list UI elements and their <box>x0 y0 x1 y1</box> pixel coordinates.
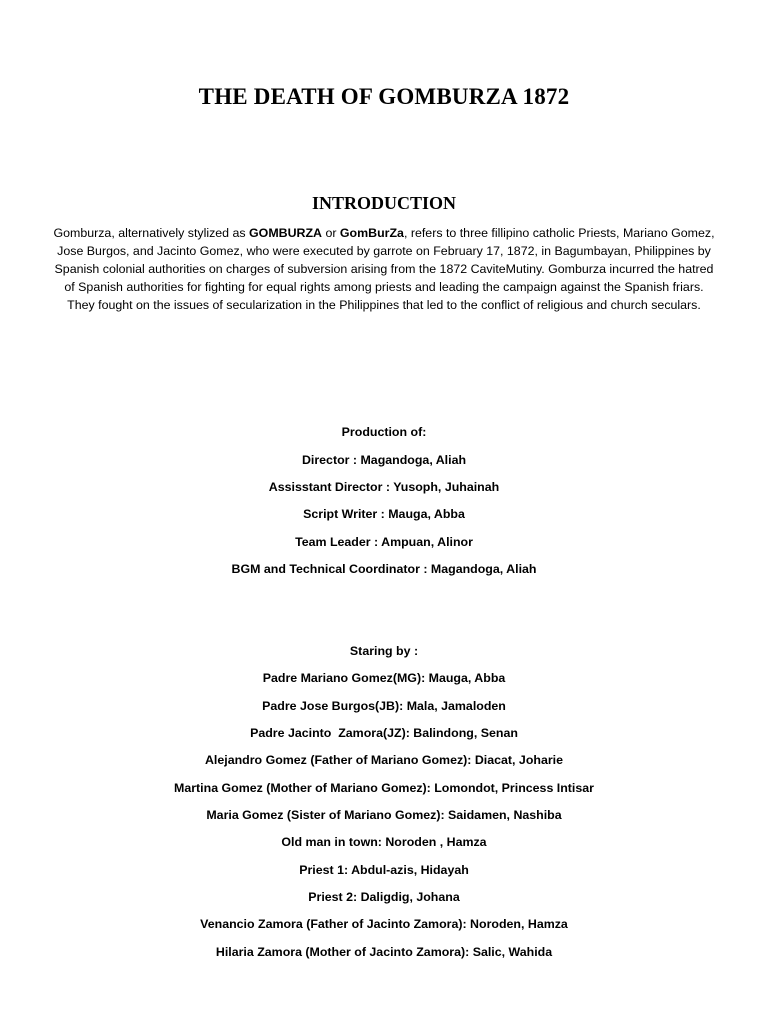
introduction-paragraph <box>50 224 718 314</box>
cast-line: Hilaria Zamora (Mother of Jacinto Zamora): Salic, Wahida <box>215 945 553 959</box>
introduction-heading: INTRODUCTION <box>311 193 457 213</box>
cast-heading: Staring by : <box>349 644 419 658</box>
document-title: THE DEATH OF GOMBURZA 1872 <box>198 84 570 109</box>
production-heading: Production of: <box>341 425 427 439</box>
intro-text-2: or <box>322 226 340 240</box>
cast-line: Venancio Zamora (Father of Jacinto Zamora): Noroden, Hamza <box>200 917 568 931</box>
intro-bold-gomburza-mixed: GomBurZa <box>339 226 404 240</box>
cast-line: Padre Jacinto Zamora(JZ): Balindong, Senan <box>250 726 518 740</box>
intro-bold-gomburza-caps: GOMBURZA <box>249 226 323 240</box>
cast-line: Old man in town: Noroden , Hamza <box>281 835 487 849</box>
cast-line: Martina Gomez (Mother of Mariano Gomez): Lomondot, Princess Intisar <box>174 781 594 795</box>
production-line-director: Director : Magandoga, Aliah <box>301 453 467 467</box>
cast-line: Priest 2: Daligdig, Johana <box>308 890 460 904</box>
production-line-assistant-director: Assisstant Director : Yusoph, Juhainah <box>268 480 500 494</box>
production-line-team-leader: Team Leader : Ampuan, Alinor <box>295 535 473 549</box>
cast-line: Padre Mariano Gomez(MG): Mauga, Abba <box>262 671 506 685</box>
production-line-script-writer: Script Writer : Mauga, Abba <box>303 507 465 521</box>
cast-line: Maria Gomez (Sister of Mariano Gomez): Saidamen, Nashiba <box>206 808 562 822</box>
intro-text-3: , refers to three fillipino catholic Priests, Mariano Gomez, Jose Burgos, and Jacinto Gomez, who were executed by garrote on February 17, 1872, in Bagumbayan, Philippines by Spanish colonial authorities on charges of subversion arising from the 1872 CaviteMutiny. Gomburza incurred the hatred of Spanish authorities for fighting for equal rights among priests and leading the campaign against the Spanish friars. They fought on the issues of secularization in the Philippines that led to the conflict of religious and church seculars. <box>54 226 715 312</box>
cast-line: Padre Jose Burgos(JB): Mala, Jamaloden <box>262 699 506 713</box>
production-line-bgm-coordinator: BGM and Technical Coordinator : Magandoga, Aliah <box>231 562 537 576</box>
intro-text-1: Gomburza, alternatively stylized as <box>53 226 250 240</box>
cast-line: Priest 1: Abdul-azis, Hidayah <box>299 863 469 877</box>
cast-line: Alejandro Gomez (Father of Mariano Gomez): Diacat, Joharie <box>204 753 563 767</box>
